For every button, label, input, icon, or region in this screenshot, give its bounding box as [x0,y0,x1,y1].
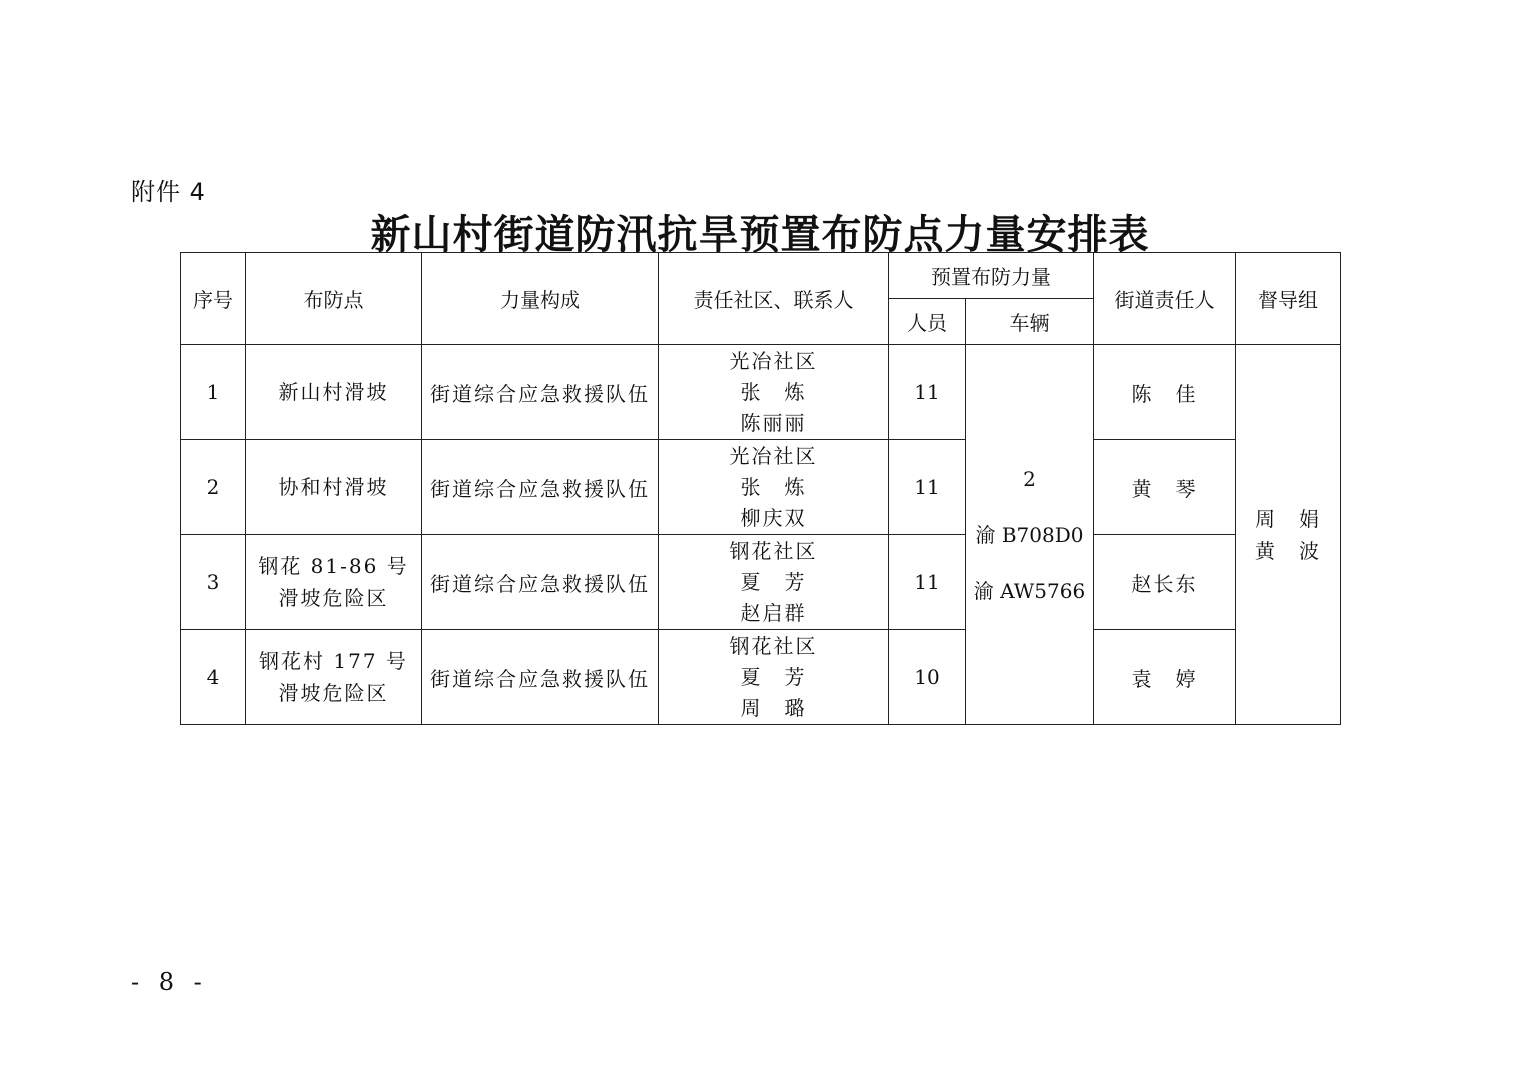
cell-street-owner: 黄 琴 [1094,440,1236,535]
cell-point [246,630,422,725]
cell-street-owner: 袁 婷 [1094,630,1236,725]
arrangement-table [180,252,1341,725]
cell-vehicles [966,345,1094,725]
table-row [181,440,1341,535]
cell-force: 街道综合应急救援队伍 [422,630,659,725]
cell-community [659,535,889,630]
cell-personnel: 11 [889,345,966,440]
table-row [181,345,1341,440]
community-name: 钢花社区 [729,633,818,658]
contact-person: 周 璐 [740,695,807,720]
community-name: 光冶社区 [729,443,818,468]
cell-supervisor [1236,345,1341,725]
header-vehicles: 车辆 [966,299,1094,345]
header-supervisor: 督导组 [1236,253,1341,345]
header-personnel: 人员 [889,299,966,345]
header-point: 布防点 [246,253,422,345]
cell-point-text: 钢花 81-86 号滑坡危险区 [258,554,409,610]
cell-seq: 4 [181,630,246,725]
page-number: - 8 - [131,968,208,996]
document-title: 新山村街道防汛抗旱预置布防点力量安排表 [370,211,1150,258]
contact-person: 夏 芳 [740,569,807,594]
cell-force: 街道综合应急救援队伍 [422,535,659,630]
header-community: 责任社区、联系人 [659,253,889,345]
community-name: 光冶社区 [729,348,818,373]
cell-community [659,440,889,535]
contact-person: 赵启群 [740,600,807,625]
header-force: 力量构成 [422,253,659,345]
cell-personnel: 10 [889,630,966,725]
contact-person: 张 炼 [740,474,807,499]
cell-point [246,440,422,535]
cell-street-owner: 陈 佳 [1094,345,1236,440]
header-seq: 序号 [181,253,246,345]
cell-seq: 2 [181,440,246,535]
cell-point-text: 新山村滑坡 [278,380,389,404]
table-row [181,630,1341,725]
cell-seq: 3 [181,535,246,630]
cell-force: 街道综合应急救援队伍 [422,440,659,535]
cell-seq: 1 [181,345,246,440]
header-preset-group: 预置布防力量 [889,253,1094,299]
vehicle-count: 2 [1023,466,1036,491]
cell-personnel: 11 [889,440,966,535]
cell-community [659,630,889,725]
cell-force: 街道综合应急救援队伍 [422,345,659,440]
contact-person: 夏 芳 [740,664,807,689]
cell-point [246,535,422,630]
cell-community [659,345,889,440]
cell-street-owner: 赵长东 [1094,535,1236,630]
cell-point-text: 钢花村 177 号滑坡危险区 [259,649,408,705]
contact-person: 张 炼 [740,379,807,404]
supervisor-name: 周 娟 [1255,506,1321,531]
community-name: 钢花社区 [729,538,818,563]
contact-person: 陈丽丽 [740,410,807,435]
table-header-row [181,253,1341,299]
attachment-label: 附件 4 [131,178,206,206]
table-row [181,535,1341,630]
cell-personnel: 11 [889,535,966,630]
header-street-owner: 街道责任人 [1094,253,1236,345]
supervisor-name: 黄 波 [1255,538,1321,563]
vehicle-plate: 渝 AW5766 [973,578,1086,603]
cell-point-text: 协和村滑坡 [278,475,389,499]
cell-point [246,345,422,440]
contact-person: 柳庆双 [740,505,807,530]
vehicle-plate: 渝 B708D0 [975,522,1084,547]
